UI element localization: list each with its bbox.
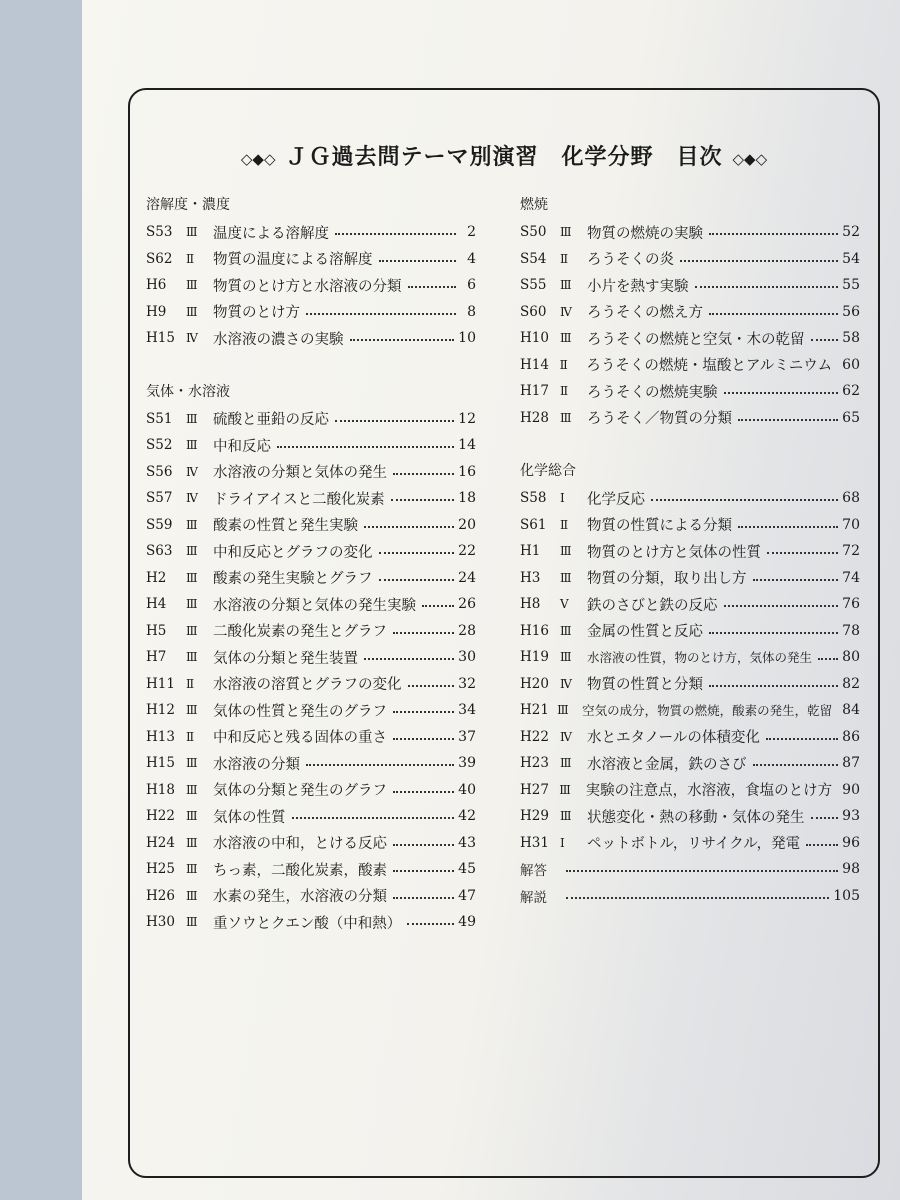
exam-level: Ⅱ <box>186 729 195 744</box>
page-number: 42 <box>458 808 476 825</box>
exam-level: Ⅲ <box>186 438 198 453</box>
exam-year-code: H9 <box>146 303 167 320</box>
dot-leader <box>292 817 455 819</box>
exam-level: Ⅲ <box>560 650 572 665</box>
page-number: 32 <box>458 675 476 692</box>
exam-level: Ⅲ <box>186 703 198 718</box>
dot-leader <box>391 499 454 501</box>
dot-leader <box>393 711 454 713</box>
dot-leader <box>709 685 838 687</box>
exam-year-code: H23 <box>520 755 549 772</box>
exam-level: Ⅰ <box>560 835 565 850</box>
entry-topic: 水溶液と金属，鉄のさび <box>587 756 747 773</box>
toc-entry[interactable] <box>146 803 476 830</box>
toc-entry[interactable] <box>520 777 860 804</box>
exam-level: Ⅲ <box>186 544 198 559</box>
page-number: 54 <box>842 250 860 267</box>
dot-leader <box>408 286 457 288</box>
toc-entry[interactable] <box>146 856 476 883</box>
page-number: 28 <box>458 622 476 639</box>
page-number: 8 <box>467 303 476 320</box>
page-number: 24 <box>458 569 476 586</box>
entry-topic: 物質のとけ方と水溶液の分類 <box>213 278 402 295</box>
toc-entry[interactable] <box>520 378 860 405</box>
exam-year-code: S54 <box>520 250 547 267</box>
dot-leader <box>566 870 838 872</box>
entry-topic: 水溶液の中和，とける反応 <box>213 836 387 853</box>
dot-leader <box>695 286 839 288</box>
exam-level: Ⅲ <box>186 570 198 585</box>
entry-topic: ろうそく／物質の分類 <box>587 411 732 428</box>
page-number: 37 <box>458 728 476 745</box>
dot-leader <box>806 844 838 846</box>
toc-entry[interactable] <box>520 299 860 326</box>
dot-leader <box>818 658 838 660</box>
toc-extra-entry[interactable] <box>520 883 860 910</box>
toc-entry[interactable] <box>520 803 860 830</box>
page-number: 56 <box>842 303 860 320</box>
dot-leader <box>767 552 838 554</box>
dot-leader <box>350 339 455 341</box>
page-number: 74 <box>842 569 860 586</box>
entry-topic: 鉄のさびと鉄の反応 <box>587 597 718 614</box>
exam-level: Ⅲ <box>186 782 198 797</box>
toc-entry[interactable] <box>146 724 476 751</box>
section-heading: 燃焼 <box>520 197 548 213</box>
toc-entry[interactable] <box>146 219 476 246</box>
page-number: 105 <box>833 887 860 904</box>
toc-entry[interactable] <box>520 485 860 512</box>
exam-year-code: S61 <box>520 516 547 533</box>
exam-level: Ⅲ <box>186 411 198 426</box>
page-number: 70 <box>842 516 860 533</box>
exam-year-code: S55 <box>520 277 547 294</box>
entry-topic: 物質のとけ方 <box>213 305 300 322</box>
exam-year-code: S51 <box>146 410 173 427</box>
section-heading: 化学総合 <box>520 463 576 479</box>
entry-topic: ろうそくの炎 <box>587 252 674 269</box>
page-number: 18 <box>458 490 476 507</box>
exam-level: Ⅲ <box>560 225 572 240</box>
entry-topic: 気体の性質と発生のグラフ <box>213 703 387 720</box>
exam-year-code: H6 <box>146 277 167 294</box>
exam-year-code: H19 <box>520 649 549 666</box>
entry-topic: 酸素の発生実験とグラフ <box>213 571 373 588</box>
entry-topic: ペットボトル，リサイクル，発電 <box>587 836 801 853</box>
page-number: 39 <box>458 755 476 772</box>
exam-year-code: S53 <box>146 224 173 241</box>
page-number: 40 <box>458 781 476 798</box>
section-heading: 溶解度・濃度 <box>146 197 230 213</box>
toc-entry[interactable] <box>520 512 860 539</box>
entry-topic: 水溶液の分類と気体の発生 <box>213 465 387 482</box>
toc-entry[interactable] <box>146 750 476 777</box>
page-number: 72 <box>842 543 860 560</box>
toc-entry[interactable] <box>520 697 860 724</box>
entry-topic: 水溶液の分類と気体の発生実験 <box>213 597 416 614</box>
page-number: 62 <box>842 383 860 400</box>
toc-extra-entry[interactable] <box>520 856 860 883</box>
entry-topic: 重ソウとクエン酸（中和熱） <box>213 915 402 932</box>
dot-leader <box>753 764 839 766</box>
entry-topic: 物質の性質と分類 <box>587 677 703 694</box>
entry-topic: 中和反応と残る固体の重さ <box>213 730 387 747</box>
exam-level: Ⅲ <box>560 809 572 824</box>
exam-level: Ⅲ <box>560 331 572 346</box>
entry-topic: 中和反応 <box>213 438 271 455</box>
page-number: 86 <box>842 728 860 745</box>
exam-year-code: H2 <box>146 569 167 586</box>
toc-entry[interactable] <box>520 219 860 246</box>
page-number: 14 <box>458 437 476 454</box>
toc-entry[interactable] <box>146 538 476 565</box>
dot-leader <box>766 738 838 740</box>
title-left-ornament: ◇◆◇ <box>240 150 276 168</box>
page-number: 98 <box>842 861 860 878</box>
entry-topic: 空気の成分，物質の燃焼，酸素の発生，乾留 <box>582 703 833 719</box>
toc-entry[interactable] <box>520 246 860 273</box>
page-number: 2 <box>467 224 476 241</box>
exam-level: Ⅲ <box>186 623 198 638</box>
dot-leader <box>393 791 454 793</box>
dot-leader <box>724 605 839 607</box>
entry-topic: 物質の燃焼の実験 <box>587 225 703 242</box>
entry-topic: 実験の注意点，水溶液，食塩のとけ方 <box>585 783 833 800</box>
dot-leader <box>738 419 838 421</box>
dot-leader <box>811 339 839 341</box>
exam-level: Ⅳ <box>186 491 198 506</box>
entry-topic: 状態変化・熱の移動・気体の発生 <box>587 809 805 826</box>
exam-level: Ⅱ <box>186 676 195 691</box>
exam-level: Ⅲ <box>560 623 572 638</box>
page-number: 6 <box>467 277 476 294</box>
entry-topic: ろうそくの燃焼実験 <box>587 384 718 401</box>
exam-level: Ⅰ <box>560 491 565 506</box>
page-number: 30 <box>458 649 476 666</box>
entry-topic: 小片を熱す実験 <box>587 278 689 295</box>
exam-level: Ⅱ <box>559 357 568 372</box>
dot-leader <box>811 817 839 819</box>
entry-topic: 中和反応とグラフの変化 <box>213 544 373 561</box>
toc-entry[interactable] <box>520 591 860 618</box>
page-number: 20 <box>458 516 476 533</box>
dot-leader <box>393 738 454 740</box>
exam-level: Ⅱ <box>560 517 569 532</box>
entry-topic: ろうそくの燃え方 <box>587 305 703 322</box>
page-number: 4 <box>467 250 476 267</box>
page-number: 16 <box>458 463 476 480</box>
exam-year-code: S62 <box>146 250 173 267</box>
toc-entry[interactable] <box>146 459 476 486</box>
exam-year-code: H26 <box>146 887 175 904</box>
exam-year-code: H15 <box>146 755 175 772</box>
exam-year-code: H15 <box>146 330 175 347</box>
toc-entry[interactable] <box>146 485 476 512</box>
toc-entry[interactable] <box>146 830 476 857</box>
entry-topic: ろうそくの燃焼・塩酸とアルミニウム <box>586 358 833 375</box>
page-number: 87 <box>842 755 860 772</box>
dot-leader <box>393 632 454 634</box>
entry-topic: 金属の性質と反応 <box>587 624 703 641</box>
entry-topic: 物質の性質による分類 <box>587 518 732 535</box>
exam-level: Ⅳ <box>186 331 198 346</box>
entry-topic: 水とエタノールの体積変化 <box>587 730 760 747</box>
page-number: 12 <box>458 410 476 427</box>
exam-year-code: H7 <box>146 649 167 666</box>
dot-leader <box>407 923 454 925</box>
page-number: 43 <box>458 834 476 851</box>
toc-entry[interactable] <box>146 565 476 592</box>
toc-entry[interactable] <box>146 909 476 936</box>
dot-leader <box>738 526 838 528</box>
dot-leader <box>724 392 839 394</box>
entry-topic: 化学反応 <box>587 491 645 508</box>
toc-entry[interactable] <box>520 325 860 352</box>
dot-leader <box>422 605 454 607</box>
exam-level: Ⅳ <box>560 729 572 744</box>
exam-year-code: H14 <box>520 356 549 373</box>
exam-year-code: H8 <box>520 596 541 613</box>
toc-title <box>128 140 880 171</box>
dot-leader <box>680 260 838 262</box>
toc-entry[interactable] <box>520 352 860 379</box>
page-number: 78 <box>842 622 860 639</box>
page-number: 96 <box>842 834 860 851</box>
section-gap <box>146 352 476 379</box>
dot-leader <box>709 313 838 315</box>
page-number: 26 <box>458 596 476 613</box>
entry-topic: ドライアイスと二酸化炭素 <box>213 491 385 508</box>
exam-level: Ⅲ <box>186 809 198 824</box>
exam-level: Ⅲ <box>560 544 572 559</box>
exam-year-code: H3 <box>520 569 541 586</box>
dot-leader <box>393 473 454 475</box>
dot-leader <box>364 526 454 528</box>
toc-entry[interactable] <box>520 671 860 698</box>
exam-year-code: H16 <box>520 622 549 639</box>
page-number: 22 <box>458 543 476 560</box>
entry-topic: 物質のとけ方と気体の性質 <box>587 544 761 561</box>
exam-year-code: H4 <box>146 596 167 613</box>
entry-topic: 気体の分類と発生装置 <box>213 650 358 667</box>
dot-leader <box>379 260 457 262</box>
extra-label: 解説 <box>520 889 547 906</box>
dot-leader <box>408 685 455 687</box>
exam-level: Ⅲ <box>186 517 198 532</box>
entry-topic: ろうそくの燃焼と空気・木の乾留 <box>587 331 805 348</box>
toc-entry[interactable] <box>146 299 476 326</box>
exam-year-code: H10 <box>520 330 549 347</box>
exam-level: Ⅱ <box>186 251 195 266</box>
page-number: 93 <box>842 808 860 825</box>
exam-year-code: S57 <box>146 490 173 507</box>
exam-year-code: H31 <box>520 834 549 851</box>
toc-entry[interactable] <box>146 883 476 910</box>
exam-level: Ⅲ <box>186 304 198 319</box>
entry-topic: 水溶液の濃さの実験 <box>213 331 344 348</box>
toc-entry[interactable] <box>146 644 476 671</box>
dot-leader <box>306 764 454 766</box>
exam-level: Ⅲ <box>186 835 198 850</box>
entry-topic: 気体の性質 <box>213 809 286 826</box>
toc-entry[interactable] <box>146 325 476 352</box>
entry-topic: 水溶液の溶質とグラフの変化 <box>213 677 402 694</box>
exam-year-code: H20 <box>520 675 549 692</box>
toc-entry[interactable] <box>146 697 476 724</box>
exam-level: Ⅲ <box>186 225 198 240</box>
toc-entry[interactable] <box>520 830 860 857</box>
dot-leader <box>379 552 455 554</box>
exam-level: Ⅲ <box>186 756 198 771</box>
exam-level: Ⅲ <box>560 756 572 771</box>
exam-level: Ⅲ <box>559 782 571 797</box>
exam-year-code: H30 <box>146 914 175 931</box>
exam-level: Ⅲ <box>557 703 569 718</box>
exam-year-code: H11 <box>146 675 175 692</box>
exam-year-code: H5 <box>146 622 167 639</box>
exam-year-code: H18 <box>146 781 175 798</box>
page-number: 84 <box>842 702 860 719</box>
page-number: 76 <box>842 596 860 613</box>
dot-leader <box>709 233 838 235</box>
dot-leader <box>566 897 829 899</box>
entry-topic: 水素の発生，水溶液の分類 <box>213 889 387 906</box>
dot-leader <box>393 897 454 899</box>
entry-topic: 水溶液の性質，物のとけ方，気体の発生 <box>587 650 813 666</box>
exam-year-code: H24 <box>146 834 175 851</box>
left-column <box>146 192 476 936</box>
toc-entry[interactable] <box>520 538 860 565</box>
entry-topic: 硫酸と亜鉛の反応 <box>213 412 329 429</box>
toc-entry[interactable] <box>146 512 476 539</box>
toc-entry[interactable] <box>520 272 860 299</box>
page-number: 10 <box>458 330 476 347</box>
page-number: 45 <box>458 861 476 878</box>
toc-entry[interactable] <box>520 565 860 592</box>
toc-entry[interactable] <box>520 724 860 751</box>
exam-level: Ⅳ <box>560 304 572 319</box>
toc-entry[interactable] <box>520 750 860 777</box>
exam-level: Ⅱ <box>560 384 569 399</box>
toc-entry[interactable] <box>146 591 476 618</box>
toc-entry[interactable] <box>146 406 476 433</box>
exam-year-code: S56 <box>146 463 173 480</box>
page-number: 55 <box>842 277 860 294</box>
exam-level: Ⅳ <box>560 676 572 691</box>
page-number: 52 <box>842 224 860 241</box>
exam-year-code: S52 <box>146 437 173 454</box>
dot-leader <box>393 870 454 872</box>
exam-year-code: H22 <box>520 728 549 745</box>
exam-year-code: H17 <box>520 383 549 400</box>
exam-year-code: H12 <box>146 702 175 719</box>
exam-year-code: H13 <box>146 728 175 745</box>
page-number: 34 <box>458 702 476 719</box>
exam-level: Ⅳ <box>186 464 198 479</box>
title-text: ＪＧ過去問テーマ別演習 化学分野 目次 <box>285 145 723 170</box>
toc-entry[interactable] <box>146 671 476 698</box>
page-number: 60 <box>842 356 860 373</box>
page-number: 80 <box>842 649 860 666</box>
dot-leader <box>651 499 838 501</box>
exam-year-code: H22 <box>146 808 175 825</box>
dot-leader <box>379 579 455 581</box>
dot-leader <box>364 658 454 660</box>
page-number: 65 <box>842 409 860 426</box>
toc-entry[interactable] <box>520 405 860 432</box>
exam-level: Ⅲ <box>186 597 198 612</box>
exam-year-code: S63 <box>146 543 173 560</box>
section-heading: 気体・水溶液 <box>146 383 230 400</box>
page-number: 68 <box>842 490 860 507</box>
dot-leader <box>335 420 454 422</box>
exam-level: Ⅲ <box>186 915 198 930</box>
toc-entry[interactable] <box>146 432 476 459</box>
dot-leader <box>306 313 456 315</box>
exam-level: Ⅲ <box>186 888 198 903</box>
exam-year-code: H1 <box>520 543 541 560</box>
exam-level: Ⅲ <box>186 862 198 877</box>
exam-year-code: S59 <box>146 516 173 533</box>
dot-leader <box>335 233 456 235</box>
dot-leader <box>753 579 839 581</box>
entry-topic: 物質の分類，取り出し方 <box>587 571 747 588</box>
right-column <box>520 192 860 909</box>
entry-topic: 温度による溶解度 <box>213 225 329 242</box>
page-number: 49 <box>458 914 476 931</box>
exam-level: Ⅴ <box>560 597 569 612</box>
exam-year-code: S58 <box>520 490 547 507</box>
toc-entry[interactable] <box>146 777 476 804</box>
toc-entry[interactable] <box>146 246 476 273</box>
exam-level: Ⅲ <box>186 650 198 665</box>
page-number: 58 <box>842 330 860 347</box>
section-gap <box>520 431 860 458</box>
exam-year-code: H29 <box>520 808 549 825</box>
toc-entry[interactable] <box>146 272 476 299</box>
entry-topic: 水溶液の分類 <box>213 756 300 773</box>
exam-year-code: H28 <box>520 409 549 426</box>
page-number: 82 <box>842 675 860 692</box>
exam-level: Ⅱ <box>560 251 569 266</box>
page-number: 47 <box>458 887 476 904</box>
page-number: 90 <box>842 781 860 798</box>
dot-leader <box>277 446 454 448</box>
exam-year-code: H21 <box>520 702 549 719</box>
toc-entry[interactable] <box>520 644 860 671</box>
entry-topic: 二酸化炭素の発生とグラフ <box>213 624 387 641</box>
dot-leader <box>709 632 838 634</box>
toc-entry[interactable] <box>520 618 860 645</box>
dot-leader <box>393 844 454 846</box>
exam-level: Ⅲ <box>560 570 572 585</box>
extra-label: 解答 <box>520 863 547 880</box>
exam-year-code: H27 <box>520 781 549 798</box>
exam-year-code: S60 <box>520 303 547 320</box>
exam-year-code: H25 <box>146 861 175 878</box>
exam-level: Ⅲ <box>186 278 198 293</box>
entry-topic: 酸素の性質と発生実験 <box>213 518 358 535</box>
toc-entry[interactable] <box>146 618 476 645</box>
exam-year-code: S50 <box>520 224 547 241</box>
entry-topic: ちっ素，二酸化炭素，酸素 <box>213 862 387 879</box>
entry-topic: 物質の温度による溶解度 <box>213 252 373 269</box>
exam-level: Ⅲ <box>560 278 572 293</box>
title-right-ornament: ◇◆◇ <box>732 150 768 168</box>
exam-level: Ⅲ <box>560 410 572 425</box>
entry-topic: 気体の分類と発生のグラフ <box>213 783 387 800</box>
